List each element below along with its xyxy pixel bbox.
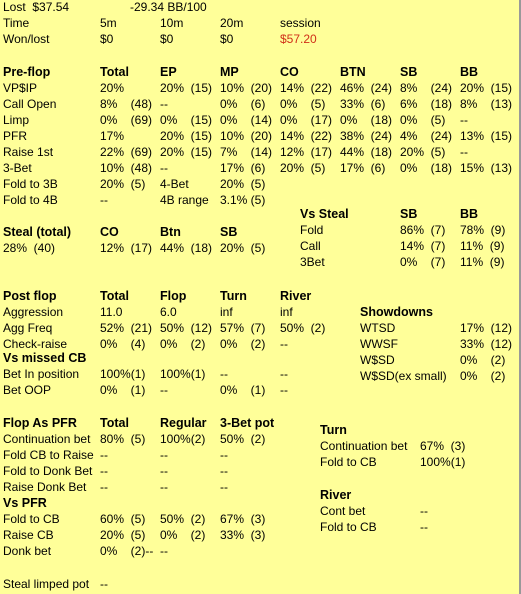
turn-row-cell: 67% (3) bbox=[420, 439, 466, 453]
col-20m: 20m bbox=[220, 16, 244, 30]
postflop-row-cell: 0% (2) bbox=[160, 337, 206, 351]
missed-cb-row-label: Bet OOP bbox=[3, 383, 52, 397]
flop-pfr-row-cell: 50% (2) bbox=[220, 432, 266, 446]
flop-pfr-row-label: Raise Donk Bet bbox=[3, 480, 87, 494]
preflop-row-cell: 0% (15) bbox=[160, 113, 213, 127]
won-lost-5m: $0 bbox=[100, 32, 114, 46]
flop-pfr-col-regular: Regular bbox=[160, 416, 207, 430]
preflop-row-cell: 20% (5) bbox=[220, 177, 266, 191]
vs-pfr-row-label: Fold to CB bbox=[3, 512, 60, 526]
preflop-row-cell: 0% (69) bbox=[100, 113, 153, 127]
preflop-row-cell: 20% bbox=[100, 81, 125, 95]
vs-steal-row-cell: 11% (9) bbox=[460, 255, 505, 269]
vs-pfr-row-label: Raise CB bbox=[3, 528, 54, 542]
flop-pfr-row-cell: 80% (5) bbox=[100, 432, 146, 446]
vs-pfr-row-label: Donk bet bbox=[3, 544, 52, 558]
steal-btn-value: 44% (18) bbox=[160, 241, 213, 255]
postflop-row-cell: 6.0 bbox=[160, 305, 177, 319]
steal-title: Steal (total) bbox=[3, 225, 72, 239]
preflop-row-cell: 0% (17) bbox=[280, 113, 333, 127]
preflop-row-cell: 4% (24) bbox=[400, 129, 453, 143]
postflop-col-river: River bbox=[280, 289, 312, 303]
flop-pfr-row-cell: 100%(2) bbox=[160, 432, 206, 446]
preflop-row-cell: -- bbox=[160, 97, 168, 111]
bb-per-100: -29.34 BB/100 bbox=[130, 0, 207, 14]
turn-title: Turn bbox=[320, 423, 347, 437]
turn-row-cell: 100%(1) bbox=[420, 455, 466, 469]
preflop-row-cell: 14% (22) bbox=[280, 129, 333, 143]
vs-pfr-row-cell: 20% (5) bbox=[100, 528, 146, 542]
col-session: session bbox=[280, 16, 321, 30]
steal-co-value: 12% (17) bbox=[100, 241, 153, 255]
river-row-label: Fold to CB bbox=[320, 520, 377, 534]
preflop-row-cell: 38% (24) bbox=[340, 129, 393, 143]
postflop-row-cell: 50% (2) bbox=[280, 321, 326, 335]
preflop-row-cell: 8% (48) bbox=[100, 97, 153, 111]
flop-pfr-row-cell: -- bbox=[100, 448, 108, 462]
preflop-row-cell: 10% (48) bbox=[100, 161, 153, 175]
showdown-row-cell: 33% (12) bbox=[460, 337, 513, 351]
showdown-row-cell: 17% (12) bbox=[460, 321, 513, 335]
flop-pfr-row-label: Continuation bet bbox=[3, 432, 91, 446]
vs-steal-title: Vs Steal bbox=[300, 207, 349, 221]
preflop-row-cell: 10% (20) bbox=[220, 81, 273, 95]
preflop-row-cell: 46% (24) bbox=[340, 81, 393, 95]
postflop-row-cell: inf bbox=[220, 305, 233, 319]
postflop-col-total: Total bbox=[100, 289, 129, 303]
steal-col-btn: Btn bbox=[160, 225, 181, 239]
steal-col-co: CO bbox=[100, 225, 119, 239]
river-row-label: Cont bet bbox=[320, 504, 366, 518]
preflop-row-label: Limp bbox=[3, 113, 30, 127]
preflop-row-label: Call Open bbox=[3, 97, 57, 111]
won-lost-20m: $0 bbox=[220, 32, 234, 46]
steal-total-value: 28% (40) bbox=[3, 241, 56, 255]
flop-pfr-row-cell: -- bbox=[160, 448, 168, 462]
preflop-col-sb: SB bbox=[400, 65, 418, 79]
showdown-row-cell: 0% (2) bbox=[460, 353, 506, 367]
vs-steal-row-cell: 0% (7) bbox=[400, 255, 446, 269]
preflop-row-cell: 17% bbox=[100, 129, 125, 143]
postflop-row-cell: 11.0 bbox=[100, 305, 123, 319]
preflop-row-cell: 8% (24) bbox=[400, 81, 453, 95]
preflop-row-cell: 20% (5) bbox=[280, 161, 326, 175]
steal-limped-label: Steal limped pot bbox=[3, 577, 90, 591]
preflop-row-cell: 20% (15) bbox=[160, 145, 213, 159]
vs-steal-row-cell: 78% (9) bbox=[460, 223, 506, 237]
postflop-row-label: Check-raise bbox=[3, 337, 68, 351]
showdown-row-cell: 0% (2) bbox=[460, 369, 506, 383]
won-lost-label: Won/lost bbox=[3, 32, 50, 46]
preflop-row-cell: 20% (5) bbox=[100, 177, 146, 191]
postflop-row-label: Aggression bbox=[3, 305, 64, 319]
preflop-row-label: Raise 1st bbox=[3, 145, 54, 159]
preflop-row-cell: 10% (20) bbox=[220, 129, 273, 143]
preflop-col-co: CO bbox=[280, 65, 299, 79]
postflop-row-cell: inf bbox=[280, 305, 293, 319]
vs-pfr-title: Vs PFR bbox=[3, 496, 47, 510]
preflop-row-cell: 0% (5) bbox=[400, 113, 446, 127]
time-label: Time bbox=[3, 16, 30, 30]
preflop-row-cell: 14% (22) bbox=[280, 81, 333, 95]
missed-cb-row-cell: -- bbox=[160, 383, 168, 397]
preflop-row-label: Fold to 4B bbox=[3, 193, 58, 207]
river-title: River bbox=[320, 488, 352, 502]
missed-cb-row-label: Bet In position bbox=[3, 367, 80, 381]
postflop-row-cell: 52% (21) bbox=[100, 321, 153, 335]
vs-steal-row-cell: 14% (7) bbox=[400, 239, 446, 253]
preflop-row-cell: 0% (6) bbox=[220, 97, 266, 111]
postflop-row-cell: -- bbox=[280, 337, 288, 351]
preflop-row-cell: 17% (6) bbox=[220, 161, 266, 175]
preflop-row-cell: 7% (14) bbox=[220, 145, 273, 159]
preflop-row-cell: -- bbox=[460, 145, 468, 159]
vs-steal-row-cell: 11% (9) bbox=[460, 239, 505, 253]
missed-cb-row-cell: -- bbox=[280, 383, 288, 397]
vs-steal-col-sb: SB bbox=[400, 207, 418, 221]
vs-pfr-row-cell: 0% (2)-- bbox=[100, 544, 154, 558]
flop-pfr-row-cell: -- bbox=[160, 480, 168, 494]
preflop-row-cell: 8% (13) bbox=[460, 97, 513, 111]
postflop-col-flop: Flop bbox=[160, 289, 187, 303]
preflop-col-mp: MP bbox=[220, 65, 239, 79]
vs-pfr-row-cell: 60% (5) bbox=[100, 512, 146, 526]
preflop-title: Pre-flop bbox=[3, 65, 51, 79]
preflop-row-label: VP$IP bbox=[3, 81, 38, 95]
preflop-row-cell: 6% (18) bbox=[400, 97, 453, 111]
won-lost-session: $57.20 bbox=[280, 32, 317, 46]
flop-pfr-row-cell: -- bbox=[220, 448, 228, 462]
preflop-row-cell: 4-Bet bbox=[160, 177, 189, 191]
turn-row-label: Fold to CB bbox=[320, 455, 377, 469]
vs-steal-row-label: 3Bet bbox=[300, 255, 325, 269]
preflop-col-bb: BB bbox=[460, 65, 479, 79]
preflop-row-cell: 0% (18) bbox=[400, 161, 453, 175]
missed-cb-row-cell: 100%(1) bbox=[100, 367, 146, 381]
won-lost-10m: $0 bbox=[160, 32, 174, 46]
steal-limped-value: -- bbox=[100, 577, 108, 591]
flop-pfr-row-cell: -- bbox=[160, 464, 168, 478]
postflop-row-cell: 0% (4) bbox=[100, 337, 146, 351]
preflop-row-cell: 33% (6) bbox=[340, 97, 386, 111]
vs-pfr-row-cell: 0% (2) bbox=[160, 528, 206, 542]
preflop-row-cell: 15% (13) bbox=[460, 161, 513, 175]
showdown-row-label: W$SD bbox=[360, 353, 395, 367]
postflop-title: Post flop bbox=[3, 289, 57, 303]
missed-cb-row-cell: -- bbox=[280, 367, 288, 381]
vs-pfr-row-cell: 50% (2) bbox=[160, 512, 206, 526]
steal-col-sb: SB bbox=[220, 225, 238, 239]
flop-pfr-col-3bet: 3-Bet pot bbox=[220, 416, 275, 430]
showdown-row-label: W$SD(ex small) bbox=[360, 369, 447, 383]
preflop-row-label: Fold to 3B bbox=[3, 177, 58, 191]
preflop-row-cell: 4B range bbox=[160, 193, 209, 207]
flop-pfr-row-cell: -- bbox=[220, 480, 228, 494]
preflop-row-cell: 13% (15) bbox=[460, 129, 513, 143]
preflop-row-label: PFR bbox=[3, 129, 27, 143]
preflop-row-cell: 17% (6) bbox=[340, 161, 386, 175]
flop-pfr-col-total: Total bbox=[100, 416, 129, 430]
flop-as-pfr-title: Flop As PFR bbox=[3, 416, 77, 430]
preflop-row-cell: 0% (18) bbox=[340, 113, 393, 127]
vs-pfr-row-cell: -- bbox=[160, 544, 168, 558]
col-5m: 5m bbox=[100, 16, 117, 30]
vs-steal-col-bb: BB bbox=[460, 207, 479, 221]
missed-cb-row-cell: 0% (1) bbox=[100, 383, 146, 397]
missed-cb-row-cell: 100%(1) bbox=[160, 367, 206, 381]
flop-pfr-row-cell: -- bbox=[100, 464, 108, 478]
vs-steal-row-label: Fold bbox=[300, 223, 324, 237]
preflop-row-label: 3-Bet bbox=[3, 161, 32, 175]
preflop-col-total: Total bbox=[100, 65, 129, 79]
flop-pfr-row-label: Fold CB to Raise bbox=[3, 448, 94, 462]
flop-pfr-row-cell: -- bbox=[220, 464, 228, 478]
preflop-row-cell: 44% (18) bbox=[340, 145, 393, 159]
postflop-row-cell: 0% (2) bbox=[220, 337, 266, 351]
steal-sb-value: 20% (5) bbox=[220, 241, 266, 255]
postflop-col-turn: Turn bbox=[220, 289, 247, 303]
preflop-col-ep: EP bbox=[160, 65, 177, 79]
preflop-row-cell: -- bbox=[100, 193, 108, 207]
col-10m: 10m bbox=[160, 16, 184, 30]
river-row-cell: -- bbox=[420, 504, 428, 518]
preflop-row-cell: 12% (17) bbox=[280, 145, 333, 159]
preflop-row-cell: 3.1% (5) bbox=[220, 193, 266, 207]
vs-pfr-row-cell: 33% (3) bbox=[220, 528, 266, 542]
vs-steal-row-cell: 86% (7) bbox=[400, 223, 446, 237]
preflop-col-btn: BTN bbox=[340, 65, 366, 79]
showdown-row-label: WWSF bbox=[360, 337, 398, 351]
preflop-row-cell: 20% (15) bbox=[160, 81, 213, 95]
showdowns-title: Showdowns bbox=[360, 305, 433, 319]
vs-missed-cb-title: Vs missed CB bbox=[3, 351, 87, 365]
vs-steal-row-label: Call bbox=[300, 239, 321, 253]
postflop-row-label: Agg Freq bbox=[3, 321, 53, 335]
preflop-row-cell: 22% (69) bbox=[100, 145, 153, 159]
flop-pfr-row-label: Fold to Donk Bet bbox=[3, 464, 93, 478]
river-row-cell: -- bbox=[420, 520, 428, 534]
missed-cb-row-cell: 0% (1) bbox=[220, 383, 266, 397]
turn-row-label: Continuation bet bbox=[320, 439, 408, 453]
preflop-row-cell: 0% (5) bbox=[280, 97, 326, 111]
showdown-row-label: WTSD bbox=[360, 321, 396, 335]
postflop-row-cell: 50% (12) bbox=[160, 321, 213, 335]
lost-amount: Lost $37.54 bbox=[3, 0, 70, 14]
preflop-row-cell: 0% (14) bbox=[220, 113, 273, 127]
preflop-row-cell: -- bbox=[160, 161, 168, 175]
postflop-row-cell: 57% (7) bbox=[220, 321, 266, 335]
preflop-row-cell: -- bbox=[460, 113, 468, 127]
flop-pfr-row-cell: -- bbox=[100, 480, 108, 494]
missed-cb-row-cell: -- bbox=[220, 367, 228, 381]
preflop-row-cell: 20% (15) bbox=[160, 129, 213, 143]
preflop-row-cell: 20% (5) bbox=[400, 145, 446, 159]
preflop-row-cell: 20% (15) bbox=[460, 81, 513, 95]
vs-pfr-row-cell: 67% (3) bbox=[220, 512, 266, 526]
